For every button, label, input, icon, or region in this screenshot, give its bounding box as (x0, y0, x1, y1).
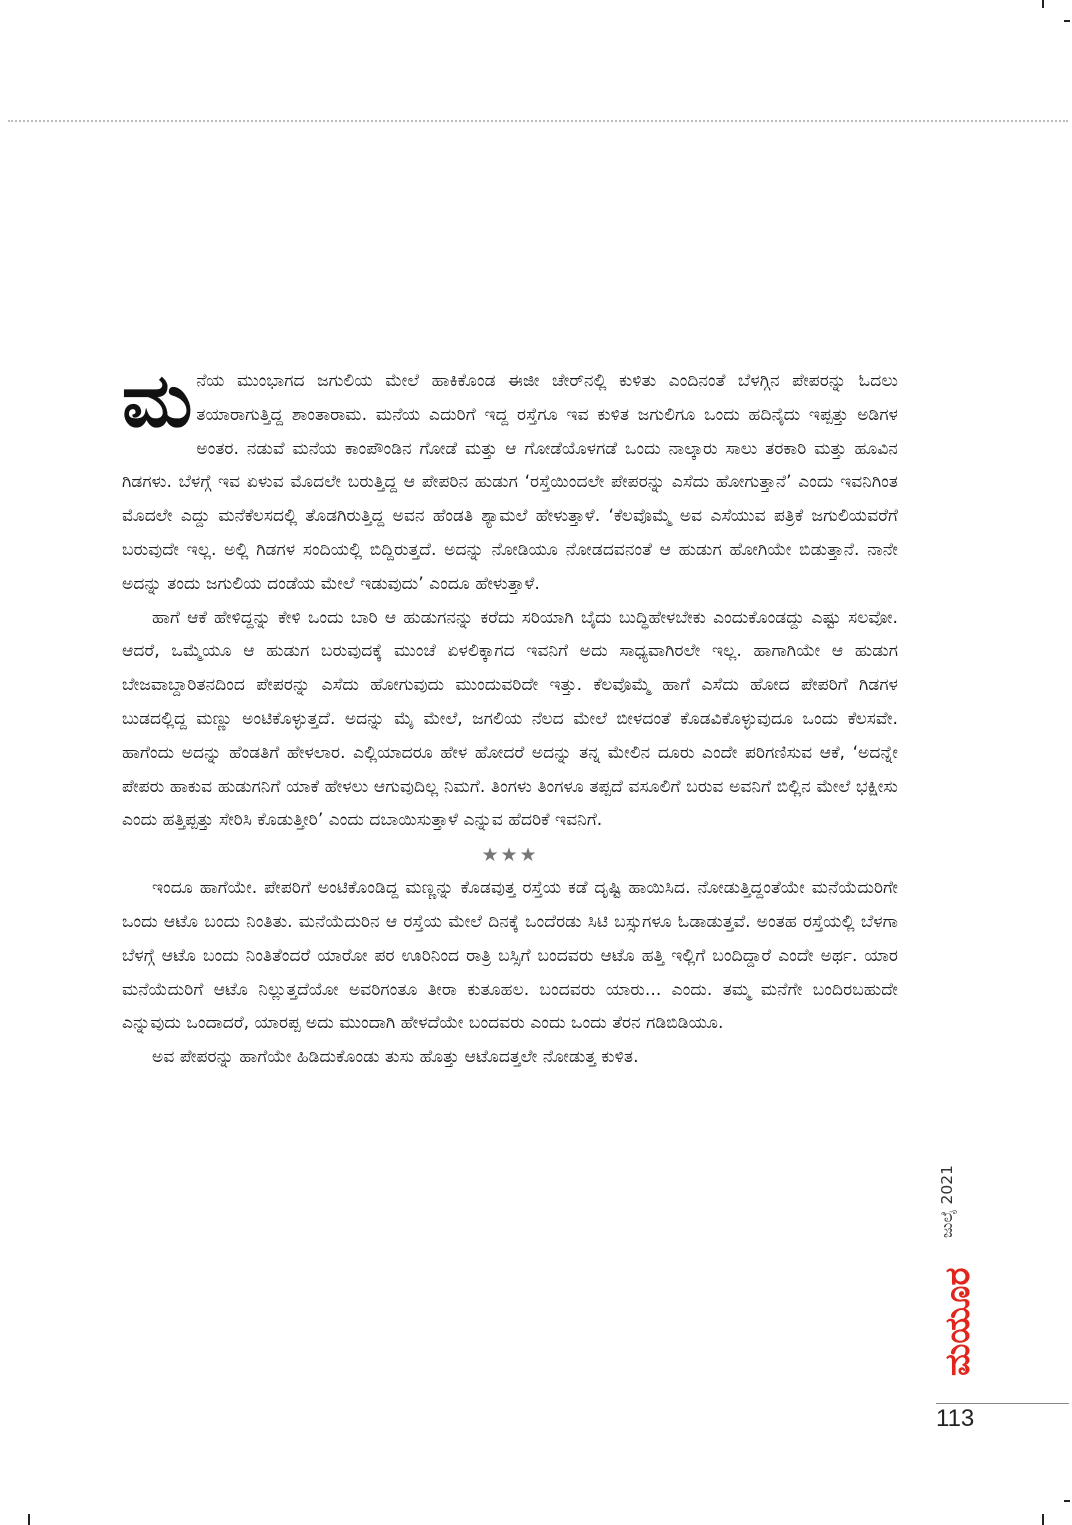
issue-date: ಜುಲೈ 2021 (938, 1165, 956, 1238)
crop-mark-bottom-left (28, 1514, 30, 1525)
crop-mark-bottom-right (1042, 1514, 1044, 1525)
drop-cap: ಮ (122, 358, 193, 444)
paragraph-1-text: ನೆಯ ಮುಂಭಾಗದ ಜಗುಲಿಯ ಮೇಲೆ ಹಾಕಿಕೊಂಡ ಈಜೀ ಚೇರ್‌ನಲ್ಲಿ ಕುಳಿತು ಎಂದಿನಂತೆ ಬೆಳಗ್ಗಿನ ಪೇಪರನ್ನು ಓದಲು ತಯಾರಾಗುತ್ತಿದ್ದ ಶಾಂತಾರಾಮ. ಮನೆಯ ಎದುರಿಗೆ ಇದ್ದ ರಸ್ತೆಗೂ ಇವ ಕುಳಿತ ಜಗುಲಿಗೂ ಒಂದು ಹದಿನೈದು ಇಪ್ಪತ್ತು ಅಡಿಗಳ ಅಂತರ. ನಡುವೆ ಮನೆಯ ಕಾಂಪೌಂಡಿನ ಗೋಡೆ ಮತ್ತು ಆ ಗೋಡೆಯೊಳಗಡೆ ಒಂದು ನಾಲ್ಕಾರು ಸಾಲು ತರಕಾರಿ ಮತ್ತು ಹೂವಿನ ಗಿಡಗಳು. ಬೆಳಗ್ಗೆ ಇವ ಏಳುವ ಮೊದಲೇ ಬರುತ್ತಿದ್ದ ಆ ಪೇಪರಿನ ಹುಡುಗ ‘ರಸ್ತೆಯಿಂದಲೇ ಪೇಪರನ್ನು ಎಸೆದು ಹೋಗುತ್ತಾನೆ’ ಎಂದು ಇವನಿಗಿಂತ ಮೊದಲೇ ಎದ್ದು ಮನೆಕೆಲಸದಲ್ಲಿ ತೊಡಗಿರುತ್ತಿದ್ದ ಅವನ ಹೆಂಡತಿ ಶ್ಯಾಮಲೆ ಹೇಳುತ್ತಾಳೆ. ‘ಕೆಲವೊಮ್ಮೆ ಅವ ಎಸೆಯುವ ಪತ್ರಿಕೆ ಜಗುಲಿಯವರೆಗೆ ಬರುವುದೇ ಇಲ್ಲ. ಅಲ್ಲಿ ಗಿಡಗಳ ಸಂದಿಯಲ್ಲಿ ಬಿದ್ದಿರುತ್ತದೆ. ಅದನ್ನು ನೋಡಿಯೂ ನೋಡದವನಂತೆ ಆ ಹುಡುಗ ಹೋಗಿಯೇ ಬಿಡುತ್ತಾನೆ. ನಾನೇ ಅದನ್ನು ತಂದು ಜಗುಲಿಯ ದಂಡೆಯ ಮೇಲೆ ಇಡುವುದು’ ಎಂದೂ ಹೇಳುತ್ತಾಳೆ. (122, 371, 898, 594)
section-separator: ★★★ (481, 844, 539, 867)
paragraph-3: ಇಂದೂ ಹಾಗೆಯೇ. ಪೇಪರಿಗೆ ಅಂಟಿಕೊಂಡಿದ್ದ ಮಣ್ಣನ್ನು ಕೊಡವುತ್ತ ರಸ್ತೆಯ ಕಡೆ ದೃಷ್ಟಿ ಹಾಯಿಸಿದ. ನೋಡುತ್ತಿದ್ದಂತೆಯೇ ಮನೆಯೆದುರಿಗೇ ಒಂದು ಆಟೊ ಬಂದು ನಿಂತಿತು. ಮನೆಯೆದುರಿನ ಆ ರಸ್ತೆಯ ಮೇಲೆ ದಿನಕ್ಕೆ ಒಂದೆರಡು ಸಿಟಿ ಬಸ್ಸುಗಳೂ ಓಡಾಡುತ್ತವೆ. ಅಂತಹ ರಸ್ತೆಯಲ್ಲಿ ಬೆಳಗಾ ಬೆಳಗ್ಗೆ ಆಟೊ ಬಂದು ನಿಂತಿತೆಂದರೆ ಯಾರೋ ಪರ ಊರಿನಿಂದ ರಾತ್ರಿ ಬಸ್ಸಿಗೆ ಬಂದವರು ಆಟೊ ಹತ್ತಿ ಇಲ್ಲಿಗೆ ಬಂದಿದ್ದಾರೆ ಎಂದೇ ಅರ್ಥ. ಯಾರ ಮನೆಯೆದುರಿಗೆ ಆಟೊ ನಿಲ್ಲುತ್ತದೆಯೋ ಅವರಿಗಂತೂ ತೀರಾ ಕುತೂಹಲ. ಬಂದವರು ಯಾರು... ಎಂದು. ತಮ್ಮ ಮನೆಗೇ ಬಂದಿರಬಹುದೇ ಎನ್ನುವುದು ಒಂದಾದರೆ, ಯಾರಪ್ಪ ಅದು ಮುಂದಾಗಿ ಹೇಳದೆಯೇ ಬಂದವರು ಎಂದು ಒಂದು ತೆರನ ಗಡಿಬಿಡಿಯೂ. (122, 878, 898, 1034)
article-body (122, 358, 898, 1075)
crop-mark-top-right (1064, 20, 1070, 22)
paragraph-2: ಹಾಗೆ ಆಕೆ ಹೇಳಿದ್ದನ್ನು ಕೇಳಿ ಒಂದು ಬಾರಿ ಆ ಹುಡುಗನನ್ನು ಕರೆದು ಸರಿಯಾಗಿ ಬೈದು ಬುದ್ಧಿಹೇಳಬೇಕು ಎಂದುಕೊಂಡದ್ದು ಎಷ್ಟು ಸಲವೋ. ಆದರೆ, ಒಮ್ಮೆಯೂ ಆ ಹುಡುಗ ಬರುವುದಕ್ಕೆ ಮುಂಚೆ ಏಳಲಿಕ್ಕಾಗದ ಇವನಿಗೆ ಅದು ಸಾಧ್ಯವಾಗಿರಲೇ ಇಲ್ಲ. ಹಾಗಾಗಿಯೇ ಆ ಹುಡುಗ ಬೇಜವಾಬ್ದಾರಿತನದಿಂದ ಪೇಪರನ್ನು ಎಸೆದು ಹೋಗುವುದು ಮುಂದುವರಿದೇ ಇತ್ತು. ಕೆಲವೊಮ್ಮೆ ಹಾಗೆ ಎಸೆದು ಹೋದ ಪೇಪರಿಗೆ ಗಿಡಗಳ ಬುಡದಲ್ಲಿದ್ದ ಮಣ್ಣು ಅಂಟಿಕೊಳ್ಳುತ್ತದೆ. ಅದನ್ನು ಮೈ ಮೇಲೆ, ಜಗಲಿಯ ನೆಲದ ಮೇಲೆ ಬೀಳದಂತೆ ಕೊಡವಿಕೊಳ್ಳುವುದೂ ಒಂದು ಕೆಲಸವೇ. ಹಾಗೆಂದು ಅದನ್ನು ಹೆಂಡತಿಗೆ ಹೇಳಲಾರ. ಎಲ್ಲಿಯಾದರೂ ಹೇಳ ಹೋದರೆ ಅದನ್ನು ತನ್ನ ಮೇಲಿನ ದೂರು ಎಂದೇ ಪರಿಗಣಿಸುವ ಆಕೆ, ‘ಅದನ್ನೇ ಪೇಪರು ಹಾಕುವ ಹುಡುಗನಿಗೆ ಯಾಕೆ ಹೇಳಲು ಆಗುವುದಿಲ್ಲ ನಿಮಗೆ. ತಿಂಗಳು ತಿಂಗಳೂ ತಪ್ಪದೆ ವಸೂಲಿಗೆ ಬರುವ ಅವನಿಗೆ ಬಿಲ್ಲಿನ ಮೇಲೆ ಭಕ್ಷೀಸು ಎಂದು ಹತ್ತಿಪ್ಪತ್ತು ಸೇರಿಸಿ ಕೊಡುತ್ತೀರಿ’ ಎಂದು ದಬಾಯಿಸುತ್ತಾಳೆ ಎನ್ನುವ ಹೆದರಿಕೆ ಇವನಿಗೆ. (122, 607, 898, 831)
paragraph-1 (122, 358, 898, 602)
page-number: 113 (936, 1405, 975, 1432)
paragraph-4: ಅವ ಪೇಪರನ್ನು ಹಾಗೆಯೇ ಹಿಡಿದುಕೊಂಡು ತುಸು ಹೊತ್ತು ಆಟೊದತ್ತಲೇ ನೋಡುತ್ತ ಕುಳಿತ. (152, 1047, 639, 1068)
crop-mark-top (1042, 0, 1044, 8)
dotted-rule (8, 120, 1068, 122)
magazine-logo: ಮಯೂರ (938, 1267, 978, 1377)
crop-mark-bottom-right-h (1064, 1500, 1070, 1502)
footer-rule (936, 1403, 1069, 1404)
